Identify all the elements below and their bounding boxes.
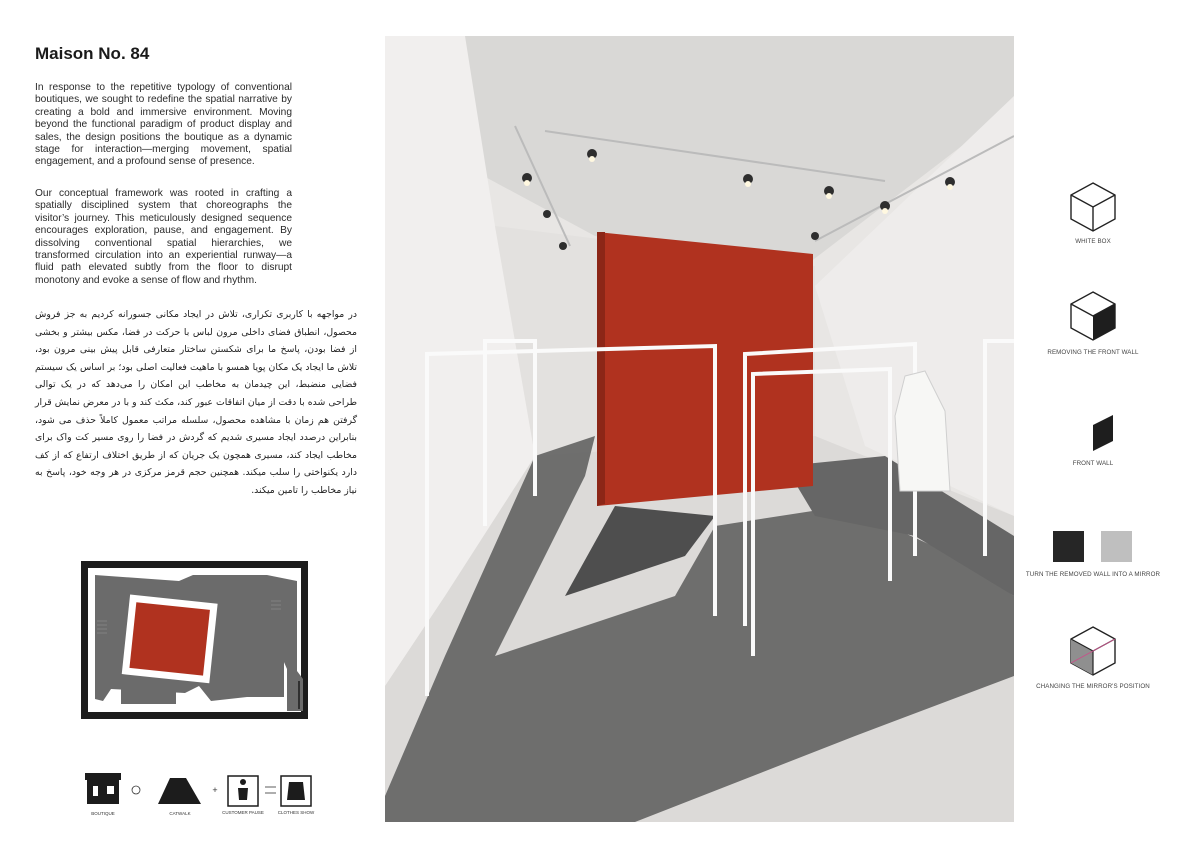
- wall-swatch: [1053, 531, 1084, 562]
- catwalk-caption: CATWALK: [169, 811, 191, 816]
- mirror-swatches: [1053, 531, 1135, 568]
- white-box-label: WHITE BOX: [1075, 238, 1111, 245]
- front-wall-diagram: [1091, 413, 1115, 458]
- turn-wall-mirror-label: TURN THE REMOVED WALL INTO A MIRROR: [1025, 571, 1161, 578]
- plus-operator: +: [212, 785, 218, 795]
- page-title: Maison No. 84: [35, 44, 150, 63]
- front-wall-label: FRONT WALL: [1072, 460, 1114, 467]
- interior-photo: [385, 36, 1014, 822]
- catwalk-icon: [158, 778, 201, 804]
- changing-mirror-label: CHANGING THE MIRROR'S POSITION: [1036, 683, 1150, 690]
- floor-plan: [81, 561, 308, 719]
- circle-operator-icon: [132, 786, 140, 794]
- intro-paragraph-1: In response to the repetitive typology of conventional boutiques, we sought to redefine the spatial narrative by creating a bold and immersive environment. Moving beyond the functional paradigm of product display and sales, the design positions the boutique as a dynamic stage for interaction—merging movement, spatial engagement, and a profound sense of presence.: [35, 82, 292, 168]
- intro-paragraph-2: Our conceptual framework was rooted in crafting a spatially disciplined system that choreographs the visitor’s journey. This meticulously designed sequence encourages exploration, pause, and engagement. By dissolving conventional spatial hierarchies, we transformed circulation into an experiential runway—a fluid path elevated subtly from the floor to disrupt monotony and evoke a sense of flow and rhythm.: [35, 188, 292, 286]
- clothes-show-icon: [281, 776, 311, 806]
- removing-front-wall-diagram: [1069, 290, 1117, 347]
- concept-icons: [85, 768, 315, 820]
- persian-paragraph: در مواجهه با کاربری تکراری، تلاش در ایجاد مکانی جسورانه کردیم به جز فروش محصول، انطباق فضای داخلی مرون لباس با حرکت در فضا، مکس بیشتر و بخشی از فضا بودن، پاسخ ما برای شکستن ساختار متعارفی قابل پیش بینی مرون بود، تلاش ما ایجاد یک مکان پویا همسو با ماهیت فعالیت اصلی بود؛ بر اساس یک سیستم فضایی منضبط، این چیدمان به مخاطب این امکان را می‌دهد که در یک توالی طراحی شده با دقت از میان اتفاقات عبور کند، مکث کند و با در معرض نمایش قرار گرفتن هم زمان با مشاهده محصول، سلسله مراتب معمول کاملاً حذف می شود، بنابراین درصدد ایجاد مسیری شدیم که گردش در فضا را روی مسیر کت واک برای مخاطب ایجاد کند، مسیری همچون یک جریان که از طریق اختلاف ارتفاع که از کف دارد یکنواختی را سلب میکند. همچنین حجم قرمز مرکزی در هر وجه خود، پاسخ به نیاز مخاطب را تامین میکند.: [35, 309, 357, 496]
- clothes-show-caption: CLOTHES SHOW: [277, 810, 315, 815]
- red-volume: [597, 232, 813, 506]
- customer-pause-caption: CUSTOMER PAUSE: [222, 810, 264, 815]
- white-box-diagram: [1069, 181, 1117, 238]
- red-volume-plan: [129, 602, 209, 675]
- customer-pause-icon: [228, 776, 258, 806]
- boutique-icon: [85, 773, 121, 804]
- swap-arrows-icon: [265, 787, 276, 793]
- changing-mirror-diagram: [1069, 625, 1117, 682]
- mirror-swatch: [1101, 531, 1132, 562]
- boutique-caption: BOUTIQUE: [91, 811, 115, 816]
- removing-front-wall-label: REMOVING THE FRONT WALL: [1047, 349, 1139, 356]
